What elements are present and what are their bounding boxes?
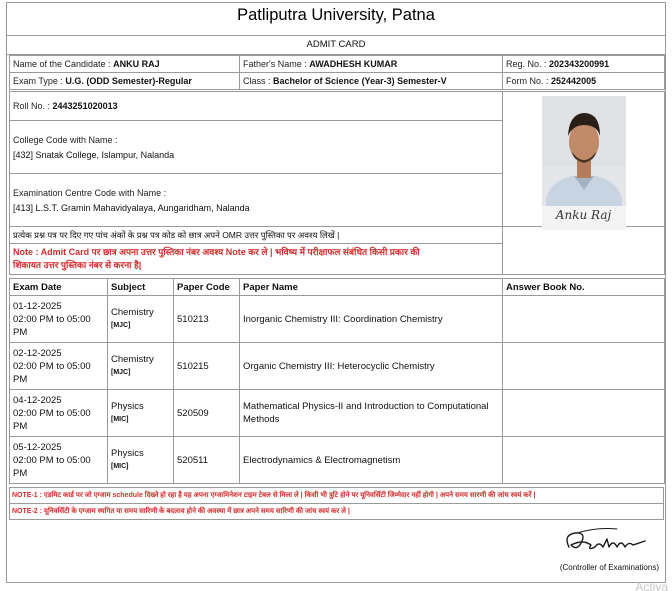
paper-name: Electrodynamics & Electromagnetism [240, 437, 503, 484]
exam-date: 01-12-2025 [13, 300, 62, 312]
answer-book-no [503, 296, 665, 343]
exam-schedule-table [9, 278, 665, 484]
candidate-name: ANKU RAJ [113, 59, 160, 69]
admit-card [6, 2, 666, 583]
blank-cell [503, 227, 665, 275]
class-label: Class : [243, 76, 271, 86]
subject-code: [MIC] [111, 463, 129, 470]
reg-no-cell [503, 56, 665, 73]
exam-table-header [10, 279, 665, 296]
reg-no-label: Reg. No. : [506, 59, 547, 69]
subject-code: [MJC] [111, 322, 131, 329]
col-paper-code: Paper Code [174, 279, 240, 296]
centre-cell [10, 174, 503, 227]
candidate-details-table [9, 91, 665, 275]
photo-cell [503, 92, 665, 227]
exam-date: 02-12-2025 [13, 347, 62, 359]
class-cell [240, 73, 503, 90]
answer-book-note-line1: Note : Admit Card पर छात्र अपना उत्तर पुस्तिका नंबर अवश्य Note कर ले | भविष्य में परीक्षाफल संबंधित किसी प्रकार की [13, 247, 420, 257]
answer-book-note-line2: शिकायत उत्तर पुस्तिका नंबर से करना है| [13, 260, 142, 270]
exam-time-suffix: PM [13, 467, 28, 479]
centre-label: Examination Centre Code with Name : [13, 187, 167, 198]
candidate-info-table [9, 55, 665, 90]
father-name: AWADHESH KUMAR [309, 59, 398, 69]
subject: Chemistry [111, 354, 154, 365]
subject-cell [108, 296, 174, 343]
paper-name: Inorganic Chemistry III: Coordination Chemistry [240, 296, 503, 343]
subject-cell [108, 437, 174, 484]
exam-date: 05-12-2025 [13, 441, 62, 453]
exam-time-suffix: PM [13, 420, 28, 432]
answer-book-note-cell [10, 244, 503, 275]
omr-notice: प्रत्येक प्रश्न पत्र पर दिए गए पांच अंकों के प्रश्न पत्र कोड को छात्र अपने OMR उत्तर पुस्तिका पर अवश्य लिखें | [10, 227, 503, 244]
col-subject: Subject [108, 279, 174, 296]
exam-time: 02:00 PM to 05:00 [13, 407, 91, 419]
answer-book-no [503, 390, 665, 437]
table-row [10, 343, 665, 390]
paper-code: 510215 [174, 343, 240, 390]
exam-type-cell [10, 73, 240, 90]
exam-date-cell [10, 296, 108, 343]
subject: Physics [111, 401, 144, 412]
exam-date: 04-12-2025 [13, 394, 62, 406]
subject-code: [MJC] [111, 369, 131, 376]
subject: Physics [111, 448, 144, 459]
table-row [10, 437, 665, 484]
paper-code: 520511 [174, 437, 240, 484]
admit-card-heading: ADMIT CARD [7, 35, 665, 55]
paper-code: 510213 [174, 296, 240, 343]
exam-time: 02:00 PM to 05:00 [13, 313, 91, 325]
paper-name: Mathematical Physics-II and Introduction to Computational Methods [240, 390, 503, 437]
exam-type-label: Exam Type : [13, 76, 63, 86]
exam-date-cell [10, 390, 108, 437]
father-name-cell [240, 56, 503, 73]
roll-no: 2443251020013 [52, 101, 118, 111]
form-no: 252442005 [551, 76, 597, 86]
col-answer-book: Answer Book No. [503, 279, 665, 296]
answer-book-no [503, 437, 665, 484]
photo-signature: Anku Raj [555, 208, 612, 222]
controller-label: (Controller of Examinations) [559, 563, 659, 572]
roll-no-cell [10, 92, 503, 121]
table-row [10, 390, 665, 437]
exam-time: 02:00 PM to 05:00 [13, 454, 91, 466]
roll-no-label: Roll No. : [13, 101, 51, 111]
answer-book-no [503, 343, 665, 390]
subject-cell [108, 343, 174, 390]
paper-code: 520509 [174, 390, 240, 437]
footer-note-2: NOTE-2 : यूनिवर्सिटी के एग्जाम स्थगित या समय सारिणी के बदलाव होने की अवस्था में छात्र अपने समय सारिणी की जांच स्वयं कर ले | [10, 504, 664, 520]
reg-no: 202343200991 [549, 59, 610, 69]
exam-date-cell [10, 343, 108, 390]
class-value: Bachelor of Science (Year-3) Semester-V [273, 76, 447, 86]
subject-code: [MIC] [111, 416, 129, 423]
centre-name: [413] L.S.T. Gramin Mahavidyalaya, Aungaridham, Nalanda [13, 202, 250, 213]
col-exam-date: Exam Date [10, 279, 108, 296]
college-label: College Code with Name : [13, 134, 118, 145]
activation-watermark: Activa [635, 580, 668, 591]
candidate-name-label: Name of the Candidate : [13, 59, 111, 69]
father-name-label: Father's Name : [243, 59, 307, 69]
exam-time-suffix: PM [13, 373, 28, 385]
col-paper-name: Paper Name [240, 279, 503, 296]
college-cell [10, 121, 503, 174]
university-title: Patliputra University, Patna [237, 6, 435, 24]
subject-cell [108, 390, 174, 437]
form-no-cell [503, 73, 665, 90]
exam-time: 02:00 PM to 05:00 [13, 360, 91, 372]
footer-notes-table [9, 487, 664, 520]
footer-note-1: NOTE-1 : एडमिट कार्ड पर जो एग्जाम schedule दिख्ने हो रहा है यह अपना एग्जामिनेशन टाइम टेबल से मिला ले | किसी भी त्रुटि होने पर यूनिवर्सिटी जिम्मेदार नहीं होगी | अपने समय सारणी की जांच स्वयं करें | [10, 488, 664, 504]
exam-date-cell [10, 437, 108, 484]
table-row [10, 296, 665, 343]
exam-type: U.G. (ODD Semester)-Regular [65, 76, 192, 86]
college-name: [432] Snatak College, Islampur, Nalanda [13, 149, 175, 160]
controller-signature [547, 521, 657, 561]
candidate-name-cell [10, 56, 240, 73]
form-no-label: Form No. : [506, 76, 549, 86]
subject: Chemistry [111, 307, 154, 318]
paper-name: Organic Chemistry III: Heterocyclic Chemistry [240, 343, 503, 390]
exam-time-suffix: PM [13, 326, 28, 338]
